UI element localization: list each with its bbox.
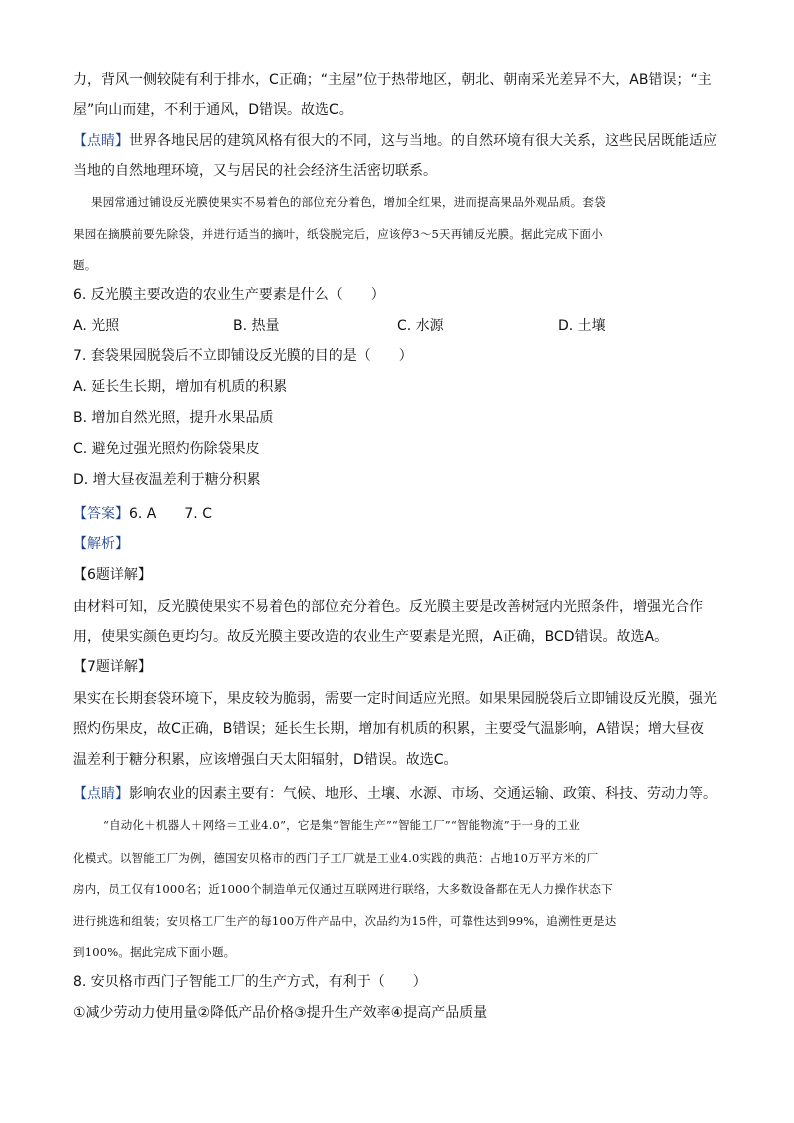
question-8: 8. 安贝格市西门子智能工厂的生产方式，有利于（ ） bbox=[73, 974, 427, 990]
option-6-d: D. 土壤 bbox=[558, 318, 606, 334]
paragraph-line: 当地的自然地理环境，又与居民的社会经济生活密切联系。 bbox=[73, 163, 437, 179]
paragraph-line: 用，使果实颜色更均匀。故反光膜主要改造的农业生产要素是光照，A正确，BCD错误。故选A。 bbox=[73, 629, 669, 645]
material-line: 果园在摘膜前要先除袋，并进行适当的摘叶，纸袋脱完后，应该停3～5天再铺反光膜。据此完成下面小 bbox=[73, 227, 603, 241]
paragraph-line: 屋”向山而建，不利于通风，D错误。故选C。 bbox=[73, 102, 353, 118]
paragraph-line: 果实在长期套袋环境下，果皮较为脆弱，需要一定时间适应光照。如果果园脱袋后立即铺设反光膜，强光 bbox=[73, 691, 717, 707]
option-7-c: C. 避免过强光照灼伤除袋果皮 bbox=[73, 441, 260, 457]
option-6-b: B. 热量 bbox=[233, 318, 280, 334]
material-line: 果园常通过铺设反光膜使果实不易着色的部位充分着色，增加全红果，进而提高果品外观品质。套袋 bbox=[91, 195, 606, 209]
option-7-b: B. 增加自然光照，提升水果品质 bbox=[73, 410, 274, 426]
note-text: 影响农业的因素主要有：气候、地形、土壤、水源、市场、交通运输、政策、科技、劳动力等。 bbox=[129, 786, 717, 802]
note-line bbox=[73, 784, 717, 804]
option-6-a: A. 光照 bbox=[73, 318, 120, 334]
answer-tag: 【答案】 bbox=[73, 506, 129, 522]
paragraph-line: 由材料可知，反光膜使果实不易着色的部位充分着色。反光膜主要是改善树冠内光照条件，增强光合作 bbox=[73, 599, 703, 615]
option-7-d: D. 增大昼夜温差利于糖分积累 bbox=[73, 472, 261, 488]
option-6-c: C. 水源 bbox=[397, 318, 444, 334]
material-line: 化模式。以智能工厂为例，德国安贝格市的西门子工厂就是工业4.0实践的典范：占地10万平方米的厂 bbox=[73, 851, 599, 865]
note-tag: 【点睛】 bbox=[73, 133, 129, 149]
note-text: 世界各地民居的建筑风格有很大的不同，这与当地。的自然环境有很大关系，这些民居既能适应 bbox=[129, 133, 717, 149]
note-line bbox=[73, 131, 717, 151]
material-line: “自动化＋机器人＋网络＝工业4.0”，它是集“智能生产”“智能工厂”“智能物流”于一身的工业 bbox=[103, 818, 581, 832]
answer-line bbox=[73, 504, 212, 524]
analysis-heading: 【解析】 bbox=[73, 536, 129, 552]
material-line: 到100%。据此完成下面小题。 bbox=[73, 945, 236, 959]
note-tag: 【点睛】 bbox=[73, 786, 129, 802]
question-7: 7. 套袋果园脱袋后不立即铺设反光膜的目的是（ ） bbox=[73, 348, 413, 364]
question-8-items: ①减少劳动力使用量②降低产品价格③提升生产效率④提高产品质量 bbox=[73, 1005, 488, 1021]
detail-7-heading: 【7题详解】 bbox=[73, 659, 152, 675]
material-line: 题。 bbox=[73, 258, 97, 272]
paragraph-line: 照灼伤果皮，故C正确，B错误；延长生长期，增加有机质的积累，主要受气温影响，A错误；增大昼夜 bbox=[73, 721, 704, 737]
option-7-a: A. 延长生长期，增加有机质的积累 bbox=[73, 379, 288, 395]
paragraph-line: 温差利于糖分积累，应该增强白天太阳辐射，D错误。故选C。 bbox=[73, 752, 458, 768]
paragraph-line: 力，背风一侧较陡有利于排水，C正确；“主屋”位于热带地区，朝北、朝南采光差异不大，AB错误；“主 bbox=[73, 72, 712, 88]
answer-text: 6. A 7. C bbox=[129, 506, 212, 522]
material-line: 进行挑选和组装；安贝格工厂生产的每100万件产品中，次品约为15件，可靠性达到99%，追溯性更是达 bbox=[73, 914, 617, 928]
material-line: 房内，员工仅有1000名；近1000个制造单元仅通过互联网进行联络，大多数设备都在无人力操作状态下 bbox=[73, 882, 613, 896]
question-6: 6. 反光膜主要改造的农业生产要素是什么（ ） bbox=[73, 287, 385, 303]
detail-6-heading: 【6题详解】 bbox=[73, 567, 152, 583]
